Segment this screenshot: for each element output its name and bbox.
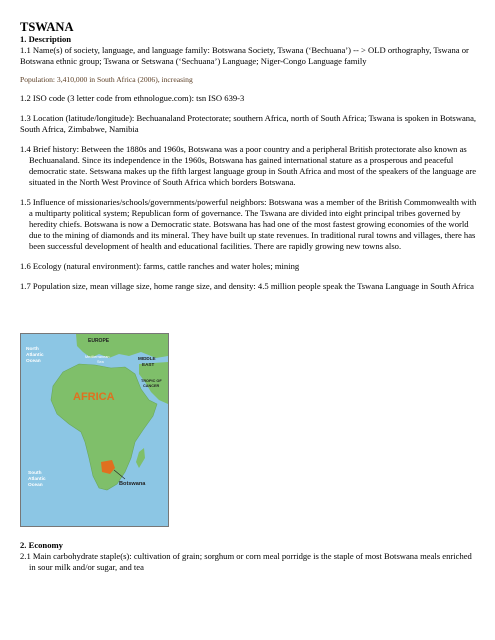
paragraph-1-5: 1.5 Influence of missionaries/schools/governments/powerful neighbors: Botswana was a member of the British Commonwealth with a multiparty political system; Republican form of governance. The Tswana are divided into eight principal tribes governed by heredity chiefs. Botswana is now a Democratic state. Botswana has had one of the most fastest growing economies of the world due to the mining of diamonds and its mineral. They have built up state revenues. In traditional rural towns and villages, there has been successful development of health and educational facilities. There are rapidly growing new towns also. xyxy=(20,197,477,251)
label-africa: AFRICA xyxy=(73,391,115,403)
label-south-atlantic-1: South xyxy=(28,471,42,476)
paragraph-1-6: 1.6 Ecology (natural environment): farms, cattle ranches and water holes; mining xyxy=(20,261,300,271)
paragraph-1-3: 1.3 Location (latitude/longitude): Bechuanaland Protectorate; southern Africa, north of South Africa; Tswana is spoken in Botswana, South Africa, Zimbabwe, Namibia xyxy=(20,113,477,134)
paragraph-1-7: 1.7 Population size, mean village size, home range size, and density: 4.5 million people speak the Tswana Language in South Africa xyxy=(20,281,474,291)
africa-map-svg xyxy=(21,334,168,526)
label-tropic-2: CANCER xyxy=(143,384,160,388)
label-botswana: Botswana xyxy=(119,481,146,487)
document-page-economy xyxy=(20,540,478,573)
label-mediterranean-2: Sea xyxy=(97,360,104,364)
label-middle-east-1: MIDDLE xyxy=(138,356,156,361)
label-south-atlantic-3: Ocean xyxy=(28,483,43,488)
label-mediterranean-1: Mediterranean xyxy=(85,355,110,359)
paragraph-2-1: 2.1 Main carbohydrate staple(s): cultivation of grain; sorghum or corn meal porridge is the staple of most Botswana meals enriched in sour milk and/or sugar, and tea xyxy=(20,551,472,572)
section-heading-economy: 2. Economy xyxy=(20,540,63,550)
label-middle-east-2: EAST xyxy=(142,362,155,367)
label-north-atlantic-3: Ocean xyxy=(26,359,41,364)
section-heading-description: 1. Description xyxy=(20,34,72,44)
paragraph-1-1: 1.1 Name(s) of society, language, and language family: Botswana Society, Tswana (‘Bechuana’) -- > OLD orthography, Tswana or Botswana ethnic group; Tswana or Setswana (‘Sechuana’) Language; Niger-Congo Language family xyxy=(20,45,469,66)
paragraph-1-2: 1.2 ISO code (3 letter code from ethnologue.com): tsn ISO 639-3 xyxy=(20,93,245,103)
paragraph-1-4: 1.4 Brief history: Between the 1880s and 1960s, Botswana was a poor country and a peripheral British protectorate also known as Bechuanaland. Since its independence in the 1960s, Botswana has gained international stature as a prosperous and peaceful democratic state. Setswana makes up the fifth largest language group in South Africa and most of the speakers of the language are situated in the North West Province of South Africa which borders Botswana. xyxy=(20,144,477,187)
document-page xyxy=(20,20,478,292)
page-title: TSWANA xyxy=(20,20,74,34)
label-north-atlantic-1: North xyxy=(26,347,39,352)
label-tropic-1: TROPIC OF xyxy=(141,379,162,383)
label-south-atlantic-2: Atlantic xyxy=(28,477,46,482)
africa-map xyxy=(20,333,169,527)
population-note: Population: 3,410,000 in South Africa (2006), increasing xyxy=(20,75,193,84)
label-europe: EUROPE xyxy=(88,338,110,344)
label-north-atlantic-2: Atlantic xyxy=(26,353,44,358)
